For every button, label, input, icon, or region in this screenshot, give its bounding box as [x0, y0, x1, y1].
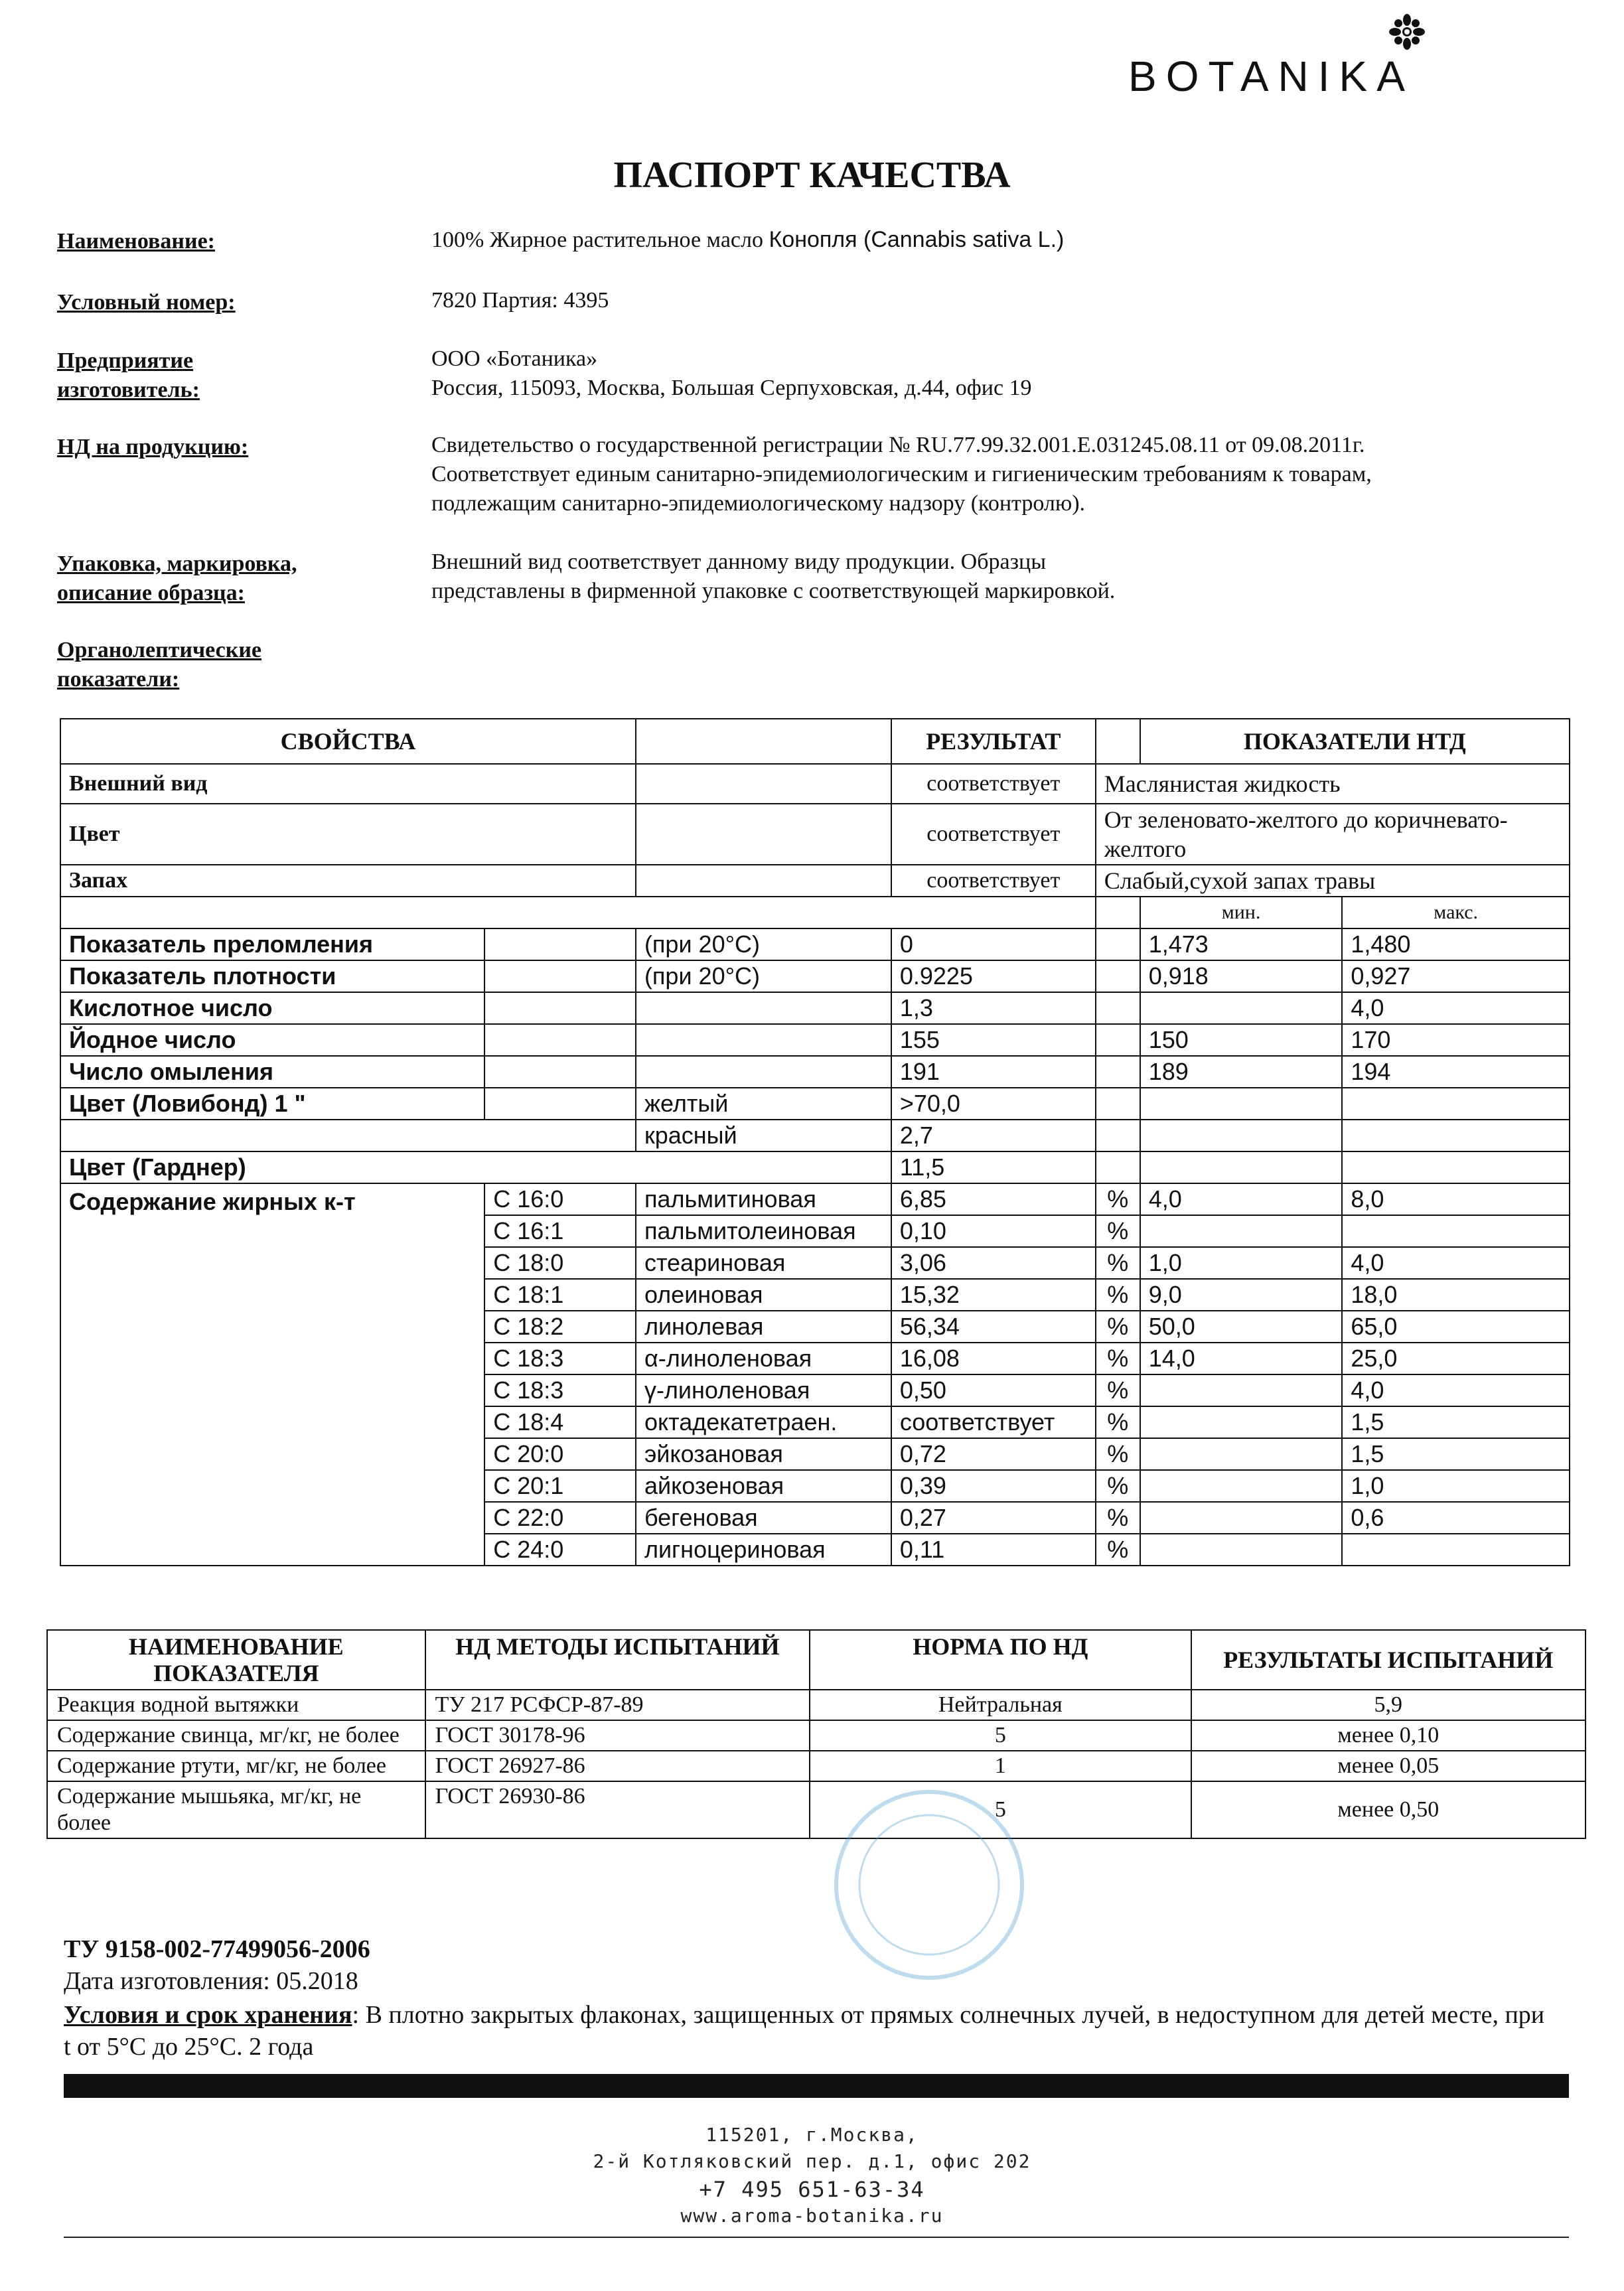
fatty-name: Содержание жирных к-т	[60, 1183, 484, 1566]
nd-value-3: подлежащим санитарно-эпидемиологическому надзору (контролю).	[431, 491, 1086, 516]
header-ntd: ПОКАЗАТЕЛИ НТД	[1140, 719, 1570, 764]
header-result: РЕЗУЛЬТАТ	[891, 719, 1096, 764]
fatty-acid: лигноцериновая	[636, 1534, 891, 1566]
header-methods: НД МЕТОДЫ ИСПЫТАНИЙ	[425, 1630, 810, 1690]
table-row	[60, 719, 1570, 764]
fatty-min: 50,0	[1140, 1311, 1343, 1343]
fatty-unit: %	[1096, 1247, 1140, 1279]
fatty-max: 65,0	[1342, 1311, 1570, 1343]
header-indicator: НАИМЕНОВАНИЕ ПОКАЗАТЕЛЯ	[47, 1630, 425, 1690]
name-value	[431, 224, 1064, 256]
indicator-result: менее 0,05	[1191, 1751, 1586, 1781]
fatty-max: 25,0	[1342, 1343, 1570, 1374]
fatty-code: С 16:1	[484, 1215, 636, 1247]
phys-max: 4,0	[1342, 992, 1570, 1024]
address-line-2: 2-й Котляковский пер. д.1, офис 202	[593, 2150, 1031, 2172]
indicator-norm: 5	[810, 1781, 1191, 1838]
organo-result: соответствует	[891, 804, 1096, 865]
footer-divider-bar	[64, 2074, 1569, 2098]
table-row	[60, 960, 1570, 992]
lovibond-cond: желтый	[636, 1088, 891, 1120]
fatty-max: 4,0	[1342, 1247, 1570, 1279]
indicator-name: Содержание мышьяка, мг/кг, не более	[47, 1781, 425, 1838]
fatty-acid: пальмитолеиновая	[636, 1215, 891, 1247]
fatty-acid: октадекатетраен.	[636, 1406, 891, 1438]
organo-name: Внешний вид	[60, 764, 636, 804]
table-row	[60, 928, 1570, 960]
phys-result: 155	[891, 1024, 1096, 1056]
fatty-unit: %	[1096, 1343, 1140, 1374]
table-row	[60, 804, 1570, 865]
phys-result: 0.9225	[891, 960, 1096, 992]
organo-label-1: Органолептические	[57, 638, 262, 662]
logo-text: BOTANIKA	[1128, 52, 1414, 100]
phys-cond	[636, 992, 891, 1024]
table-row	[60, 897, 1570, 928]
table-row	[60, 1151, 1570, 1183]
phys-cond: (при 20°C)	[636, 960, 891, 992]
fatty-min: 9,0	[1140, 1279, 1343, 1311]
tu-code: ТУ 9158-002-77499056-2006	[64, 1935, 370, 1963]
pack-value-2: представлены в фирменной упаковке с соответствующей маркировкой.	[431, 579, 1116, 603]
fatty-code: С 24:0	[484, 1534, 636, 1566]
fatty-unit: %	[1096, 1502, 1140, 1534]
fatty-unit: %	[1096, 1279, 1140, 1311]
table-row	[47, 1690, 1586, 1720]
organo-result: соответствует	[891, 865, 1096, 897]
fatty-result: 15,32	[891, 1279, 1096, 1311]
phys-min: 0,918	[1140, 960, 1343, 992]
fatty-code: С 18:1	[484, 1279, 636, 1311]
fatty-max: 1,5	[1342, 1438, 1570, 1470]
phone-number: +7 495 651-63-34	[699, 2177, 925, 2202]
organo-ntd: Маслянистая жидкость	[1096, 764, 1570, 804]
fatty-min	[1140, 1534, 1343, 1566]
fatty-acid: айкозеновая	[636, 1470, 891, 1502]
phys-cond: (при 20°C)	[636, 928, 891, 960]
fatty-min: 4,0	[1140, 1183, 1343, 1215]
organo-ntd: От зеленовато-желтого до коричневато-желтого	[1096, 804, 1570, 865]
fatty-max: 18,0	[1342, 1279, 1570, 1311]
properties-table	[60, 718, 1570, 1566]
fatty-code: С 16:0	[484, 1183, 636, 1215]
storage-label: Условия и срок хранения	[64, 2001, 352, 2029]
website-link[interactable]: www.aroma-botanika.ru	[680, 2205, 944, 2227]
phys-cond	[636, 1056, 891, 1088]
indicator-name: Реакция водной вытяжки	[47, 1690, 425, 1720]
table-row	[60, 1088, 1570, 1120]
fatty-result: 0,27	[891, 1502, 1096, 1534]
storage-text: : В плотно закрытых флаконах, защищенных от прямых солнечных лучей, в недоступном для детей месте, при t от 5°С до 25°С. 2 года	[64, 2001, 1545, 2061]
manufacture-date: Дата изготовления: 05.2018	[64, 1967, 358, 1995]
nd-value-1: Свидетельство о государственной регистрации № RU.77.99.32.001.Е.031245.08.11 от 09.08.2011г.	[431, 433, 1365, 457]
indicator-method: ГОСТ 30178-96	[425, 1720, 810, 1751]
fatty-acid: бегеновая	[636, 1502, 891, 1534]
table-row	[60, 992, 1570, 1024]
fatty-acid: стеариновая	[636, 1247, 891, 1279]
fatty-max: 0,6	[1342, 1502, 1570, 1534]
indicator-norm: 5	[810, 1720, 1191, 1751]
phys-result: 0	[891, 928, 1096, 960]
phys-name: Показатель плотности	[60, 960, 484, 992]
brand-logo	[1128, 0, 1580, 106]
phys-max: 170	[1342, 1024, 1570, 1056]
fatty-result: 0,72	[891, 1438, 1096, 1470]
fatty-min	[1140, 1438, 1343, 1470]
address-line-1: 115201, г.Москва,	[705, 2124, 919, 2146]
table-row	[60, 865, 1570, 897]
storage-conditions	[64, 1999, 1557, 2063]
fatty-acid: олеиновая	[636, 1279, 891, 1311]
gardner-name: Цвет (Гарднер)	[60, 1151, 891, 1183]
table-row	[60, 1120, 1570, 1151]
fatty-max: 8,0	[1342, 1183, 1570, 1215]
fatty-acid: γ-линоленовая	[636, 1374, 891, 1406]
organo-label-2: показатели:	[57, 667, 180, 692]
phys-cond	[636, 1024, 891, 1056]
fatty-acid: линолевая	[636, 1311, 891, 1343]
fatty-code: С 18:0	[484, 1247, 636, 1279]
lovibond-result: >70,0	[891, 1088, 1096, 1120]
fatty-unit: %	[1096, 1374, 1140, 1406]
table-row	[60, 1183, 1570, 1215]
phys-name: Йодное число	[60, 1024, 484, 1056]
fatty-max: 1,0	[1342, 1470, 1570, 1502]
fatty-max: 1,5	[1342, 1406, 1570, 1438]
maker-label-1: Предприятие	[57, 348, 194, 373]
fatty-code: С 18:2	[484, 1311, 636, 1343]
organo-ntd: Слабый,сухой запах травы	[1096, 865, 1570, 897]
name-value-part2: Конопля (Cannabis sativa L.)	[769, 227, 1065, 252]
indicator-method: ГОСТ 26927-86	[425, 1751, 810, 1781]
fatty-acids-rows	[60, 1183, 1570, 1566]
phys-result: 1,3	[891, 992, 1096, 1024]
organo-result: соответствует	[891, 764, 1096, 804]
pack-label-2: описание образца:	[57, 581, 245, 605]
table-row	[47, 1751, 1586, 1781]
phys-max: 194	[1342, 1056, 1570, 1088]
fatty-unit: %	[1096, 1183, 1140, 1215]
fatty-result: 16,08	[891, 1343, 1096, 1374]
header-results: РЕЗУЛЬТАТЫ ИСПЫТАНИЙ	[1191, 1630, 1586, 1690]
fatty-unit: %	[1096, 1534, 1140, 1566]
maker-label-2: изготовитель:	[57, 378, 200, 402]
lovibond-result: 2,7	[891, 1120, 1096, 1151]
indicator-method: ТУ 217 РСФСР-87-89	[425, 1690, 810, 1720]
fatty-unit: %	[1096, 1406, 1140, 1438]
fatty-result: 6,85	[891, 1183, 1096, 1215]
phys-name: Число омыления	[60, 1056, 484, 1088]
organo-name: Цвет	[60, 804, 636, 865]
fatty-acid: эйкозановая	[636, 1438, 891, 1470]
header-props: СВОЙСТВА	[60, 719, 636, 764]
footer-bottom-line	[64, 2237, 1569, 2238]
max-label: макс.	[1342, 897, 1570, 928]
fatty-acid: пальмитиновая	[636, 1183, 891, 1215]
fatty-code: С 20:1	[484, 1470, 636, 1502]
fatty-min: 14,0	[1140, 1343, 1343, 1374]
table-row	[47, 1720, 1586, 1751]
phys-min: 1,473	[1140, 928, 1343, 960]
fatty-result: 0,10	[891, 1215, 1096, 1247]
indicator-norm: 1	[810, 1751, 1191, 1781]
phys-min	[1140, 992, 1343, 1024]
fatty-unit: %	[1096, 1311, 1140, 1343]
code-label: Условный номер:	[57, 290, 236, 315]
fatty-result: 0,50	[891, 1374, 1096, 1406]
indicator-method: ГОСТ 26930-86	[425, 1781, 810, 1838]
fatty-code: С 18:4	[484, 1406, 636, 1438]
fatty-max: 4,0	[1342, 1374, 1570, 1406]
fatty-result: 56,34	[891, 1311, 1096, 1343]
fatty-code: С 18:3	[484, 1343, 636, 1374]
safety-table	[46, 1629, 1586, 1839]
nd-value-2: Соответствует единым санитарно-эпидемиологическим и гигиеническим требованиям к товарам,	[431, 462, 1372, 486]
phys-max: 0,927	[1342, 960, 1570, 992]
stamp-mark	[830, 1785, 1029, 1984]
fatty-code: С 20:0	[484, 1438, 636, 1470]
organo-name: Запах	[60, 865, 636, 897]
code-value: 7820 Партия: 4395	[431, 288, 609, 313]
fatty-max	[1342, 1534, 1570, 1566]
fatty-acid: α-линоленовая	[636, 1343, 891, 1374]
fatty-min	[1140, 1406, 1343, 1438]
phys-min: 189	[1140, 1056, 1343, 1088]
pack-label-1: Упаковка, маркировка,	[57, 552, 297, 576]
nd-label: НД на продукцию:	[57, 435, 249, 459]
table-row	[60, 1056, 1570, 1088]
fatty-max	[1342, 1215, 1570, 1247]
maker-value-2: Россия, 115093, Москва, Большая Серпуховская, д.44, офис 19	[431, 376, 1032, 400]
header-norm: НОРМА ПО НД	[810, 1630, 1191, 1690]
name-value-part1: 100% Жирное растительное масло	[431, 228, 769, 252]
flower-logo-icon	[1387, 12, 1427, 52]
indicator-result: менее 0,50	[1191, 1781, 1586, 1838]
fatty-code: С 22:0	[484, 1502, 636, 1534]
indicator-result: 5,9	[1191, 1690, 1586, 1720]
indicator-name: Содержание ртути, мг/кг, не более	[47, 1751, 425, 1781]
table-row	[60, 764, 1570, 804]
fatty-min	[1140, 1502, 1343, 1534]
phys-max: 1,480	[1342, 928, 1570, 960]
fatty-min	[1140, 1374, 1343, 1406]
indicator-result: менее 0,10	[1191, 1720, 1586, 1751]
document-title: ПАСПОРТ КАЧЕСТВА	[613, 155, 1011, 196]
fatty-unit: %	[1096, 1470, 1140, 1502]
fatty-result: 3,06	[891, 1247, 1096, 1279]
min-label: мин.	[1140, 897, 1343, 928]
fatty-min: 1,0	[1140, 1247, 1343, 1279]
table-row	[47, 1781, 1586, 1838]
gardner-result: 11,5	[891, 1151, 1096, 1183]
fatty-unit: %	[1096, 1438, 1140, 1470]
indicator-norm: Нейтральная	[810, 1690, 1191, 1720]
fatty-min	[1140, 1215, 1343, 1247]
fatty-result: 0,11	[891, 1534, 1096, 1566]
fatty-result: соответствует	[891, 1406, 1096, 1438]
fatty-code: С 18:3	[484, 1374, 636, 1406]
lovibond-cond: красный	[636, 1120, 891, 1151]
phys-min: 150	[1140, 1024, 1343, 1056]
pack-value-1: Внешний вид соответствует данному виду продукции. Образцы	[431, 550, 1047, 574]
fatty-result: 0,39	[891, 1470, 1096, 1502]
lovibond-name: Цвет (Ловибонд) 1 "	[60, 1088, 484, 1120]
indicator-name: Содержание свинца, мг/кг, не более	[47, 1720, 425, 1751]
name-label: Наименование:	[57, 229, 215, 254]
phys-name: Кислотное число	[60, 992, 484, 1024]
phys-name: Показатель преломления	[60, 928, 484, 960]
fatty-min	[1140, 1470, 1343, 1502]
fatty-unit: %	[1096, 1215, 1140, 1247]
table-row	[60, 1024, 1570, 1056]
table-row	[47, 1630, 1586, 1690]
maker-value-1: ООО «Ботаника»	[431, 346, 598, 371]
phys-result: 191	[891, 1056, 1096, 1088]
